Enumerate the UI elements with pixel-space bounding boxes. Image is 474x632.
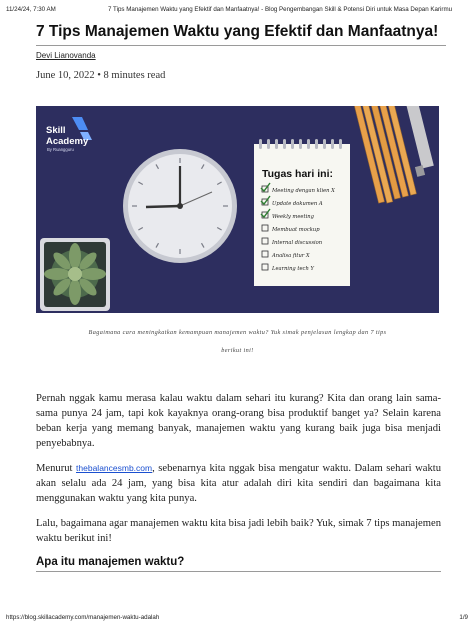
task-label: Internal discussion <box>272 240 323 246</box>
notepad-title: Tugas hari ini: <box>262 168 333 180</box>
print-footer <box>6 612 468 624</box>
print-url: https://blog.skillacademy.com/manajemen-waktu-adalah <box>6 614 160 621</box>
task-label: Learning tech Y <box>272 266 314 272</box>
plant-icon <box>40 238 110 311</box>
article-title: 7 Tips Manajemen Waktu yang Efektif dan Manfaatnya! <box>36 22 446 46</box>
print-header <box>6 4 468 16</box>
task-label: Meeting dengan klien X <box>272 188 335 194</box>
logo-byline: By Ruangguru <box>47 147 74 152</box>
print-page-number: 1/9 <box>459 614 468 621</box>
task-label: Update dokumen A <box>272 201 323 207</box>
caption-line-2: berikut ini! <box>221 347 254 354</box>
task-label: Membuat mockup <box>272 227 320 233</box>
paragraph-invite: Lalu, bagaimana agar manajemen waktu kita bisa jadi lebih baik? Yuk, simak 7 tips manajemen waktu berikut ini! <box>36 518 441 544</box>
logo-line2: Academy <box>46 136 89 147</box>
task-label: Weekly meeting <box>272 214 314 220</box>
clock-icon <box>123 149 237 263</box>
image-caption <box>36 324 439 360</box>
section-heading: Apa itu manajemen waktu? <box>36 556 441 572</box>
paragraph-intro: Pernah nggak kamu merasa kalau waktu dalam sehari itu kurang? Kita dan orang lain sama-sama punya 24 jam, tapi kok kayaknya orang-orang bisa produktif banget ya? Selain karena beban kerja yang memang banyak, manajemen waktu yang kurang baik juga bisa menjadi penyebabnya. <box>36 393 441 449</box>
paragraph-source-lead: Menurut <box>36 463 77 474</box>
paragraph-source-rest: , sebenarnya kita nggak bisa mengatur waktu. Dalam sehari waktu akan selalu ada 24 jam, yang bisa kita atur adalah diri kita sendiri dan bagaimana kita menggunakan waktu yang kita punya. <box>36 463 442 504</box>
task-label: Analisa fitur X <box>272 253 310 259</box>
hero-image <box>36 106 439 313</box>
article-meta: June 10, 2022 • 8 minutes read <box>36 70 166 81</box>
task-item <box>262 238 322 246</box>
source-link[interactable]: thebalancesmb.com <box>76 463 153 473</box>
print-page-title: 7 Tips Manajemen Waktu yang Efektif dan Manfaatnya! - Blog Pengembangan Skill & Potensi Diri untuk Masa Depan Karirmu <box>108 6 453 13</box>
paragraph-source <box>36 461 441 506</box>
print-datetime: 11/24/24, 7:30 AM <box>6 6 56 13</box>
logo-line1: Skill <box>46 125 66 136</box>
notepad <box>254 139 350 286</box>
author-link[interactable]: Devi Lianovanda <box>36 51 96 60</box>
caption-line-1: Bagaimana cara meningkatkan kemampuan manajemen waktu? Yuk simak penjelasan lengkap dan 7 tips <box>88 329 387 336</box>
